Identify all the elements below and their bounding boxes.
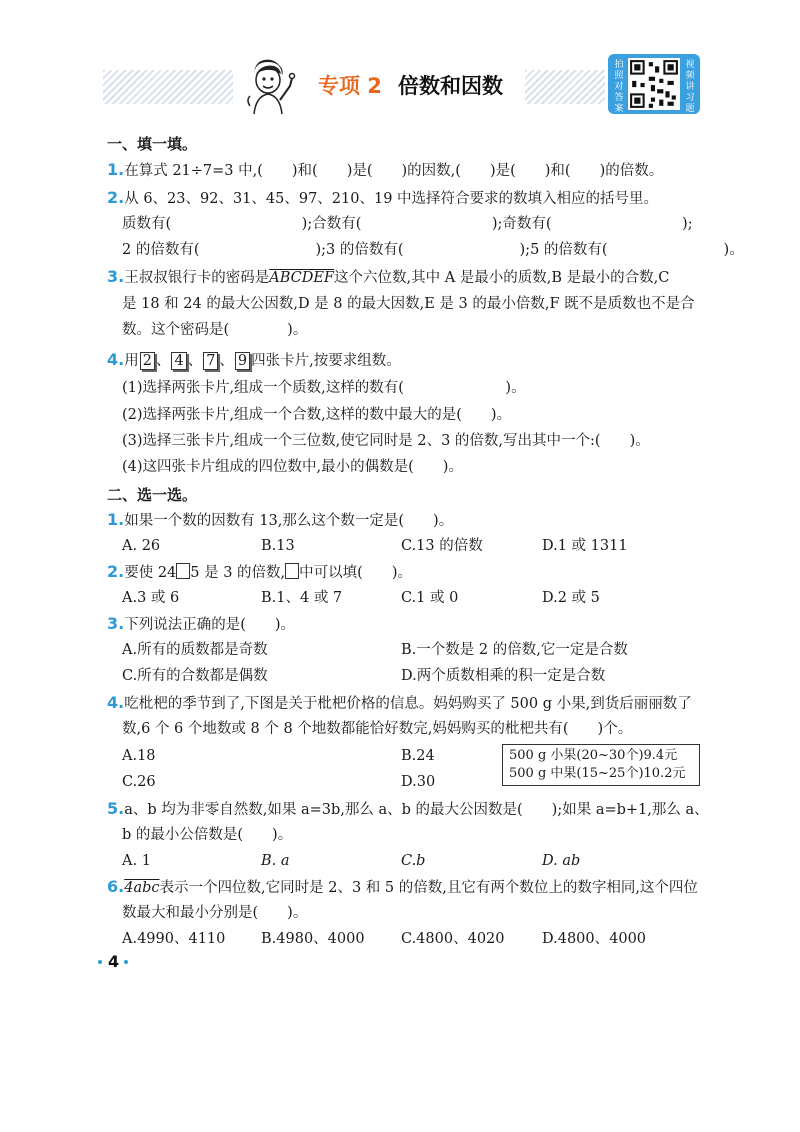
question-number: 2. — [107, 562, 125, 581]
price-medium-fruit: 500 g 中果(15~25个)10.2元 — [509, 766, 686, 781]
question-number: 5. — [107, 799, 125, 818]
page-number-dot-right — [124, 960, 128, 964]
price-small-fruit: 500 g 小果(20~30个)9.4元 — [509, 748, 678, 763]
question-1-4-a: (1)选择两张卡片,组成一个质数,这样的数有( )。 — [122, 380, 526, 396]
qr-left-caption: 拍照对答案 — [614, 60, 624, 114]
question-1-3 — [107, 267, 669, 288]
digit-card: 4 — [171, 352, 186, 370]
option-b[interactable]: B.13 — [261, 538, 295, 554]
header-stripe-left — [103, 70, 233, 104]
question-text: 表示一个四位数,它同时是 2、3 和 5 的倍数,且它有两个数位上的数字相同,这个四位 — [159, 880, 698, 896]
question-2-1 — [107, 510, 453, 531]
option-c[interactable]: C.13 的倍数 — [401, 538, 483, 554]
option-a[interactable]: A. 26 — [122, 538, 161, 554]
question-text: a、b 均为非零自然数,如果 a=3b,那么 a、b 的最大公因数是( );如果 a=b+1,那么 a、 — [124, 802, 709, 818]
question-text-cont: 四张卡片,按要求组数。 — [251, 353, 401, 369]
option-a[interactable]: A.所有的质数都是奇数 — [122, 642, 268, 658]
question-1-4-b: (2)选择两张卡片,组成一个合数,这样的数中最大的是( )。 — [122, 407, 512, 423]
question-text: 要使 24 — [124, 565, 177, 581]
question-2-4-line-2: 数,6 个 6 个地数或 8 个 8 个地数都能恰好数完,妈妈购买的枇杷共有( )个。 — [122, 721, 633, 737]
question-number: 4. — [107, 350, 125, 369]
question-1-4: 4.用 2 、 4 、 7 、 9 四张卡片,按要求组数。 — [107, 350, 401, 369]
option-d[interactable]: D.4800、4000 — [542, 931, 647, 947]
option-c[interactable]: C.b — [401, 853, 426, 869]
loquat-price-box — [502, 744, 700, 786]
section-heading-fill: 一、填一填。 — [107, 135, 198, 153]
question-number: 3. — [107, 614, 125, 633]
question-number: 3. — [107, 267, 125, 286]
question-text-cont: 这个六位数,其中 A 是最小的质数,B 是最小的合数,C — [333, 270, 670, 286]
question-2-5-line-2: b 的最小公倍数是( )。 — [122, 827, 293, 843]
option-b[interactable]: B.24 — [401, 748, 435, 764]
question-1-4-d: (4)这四张卡片组成的四位数中,最小的偶数是( )。 — [122, 459, 463, 475]
four-digit-code: 4abc — [124, 880, 160, 896]
option-b[interactable]: B.4980、4000 — [261, 931, 365, 947]
digit-card: 7 — [203, 352, 218, 370]
blank-box — [285, 563, 299, 579]
option-d[interactable]: D.1 或 1311 — [542, 538, 628, 554]
question-text: 吃枇杷的季节到了,下图是关于枇杷价格的信息。妈妈购买了 500 g 小果,到货后丽丽数了 — [124, 696, 692, 712]
question-1-3-line-2: 是 18 和 24 的最大公因数,D 是 8 的最大因数,E 是 3 的最小倍数,F 既不是质数也不是合 — [122, 296, 695, 312]
question-1-1 — [107, 160, 663, 181]
question-number: 2. — [107, 188, 125, 207]
question-text: 下列说法正确的是( )。 — [124, 617, 296, 633]
option-a[interactable]: A.3 或 6 — [122, 590, 180, 606]
question-2-5 — [107, 799, 709, 820]
password-code: ABCDEF — [269, 270, 334, 286]
option-c[interactable]: C.26 — [122, 774, 156, 790]
option-d[interactable]: D. ab — [542, 853, 581, 869]
option-d[interactable]: D.2 或 5 — [542, 590, 600, 606]
page-title: 倍数和因数 — [398, 74, 503, 98]
option-a[interactable]: A. 1 — [122, 853, 151, 869]
option-c[interactable]: C.1 或 0 — [401, 590, 459, 606]
option-a[interactable]: A.4990、4110 — [122, 931, 226, 947]
question-text: 王叔叔银行卡的密码是 — [124, 270, 270, 286]
option-c[interactable]: C.所有的合数都是偶数 — [122, 668, 268, 684]
option-d[interactable]: D.两个质数相乘的积一定是合数 — [401, 668, 606, 684]
question-1-3-line-3: 数。这个密码是( )。 — [122, 322, 308, 338]
question-2-6 — [107, 877, 698, 898]
page-number: 4 — [108, 952, 120, 971]
question-text: 用 — [124, 353, 139, 369]
blank-box — [176, 563, 190, 579]
header-stripe-right — [525, 70, 605, 104]
option-b[interactable]: B. a — [261, 853, 290, 869]
option-b[interactable]: B.1、4 或 7 — [261, 590, 343, 606]
mascot-boy-icon — [240, 56, 300, 116]
question-text: 在算式 21÷7=3 中,( )和( )是( )的因数,( )是( )和( )的倍数。 — [124, 163, 664, 179]
question-number: 6. — [107, 877, 125, 896]
question-1-2 — [107, 188, 658, 209]
question-2-2 — [107, 562, 412, 583]
option-a[interactable]: A.18 — [122, 748, 156, 764]
page-number-dot-left — [98, 960, 102, 964]
option-b[interactable]: B.一个数是 2 的倍数,它一定是合数 — [401, 642, 628, 658]
option-c[interactable]: C.4800、4020 — [401, 931, 505, 947]
question-1-2-line-a: 质数有( );合数有( );奇数有( ); — [122, 216, 693, 232]
question-2-4 — [107, 693, 692, 714]
question-2-6-line-2: 数最大和最小分别是( )。 — [122, 905, 308, 921]
digit-card: 9 — [235, 352, 250, 370]
qr-right-caption: 视频讲习题 — [685, 60, 695, 114]
page-title-number: 专项 2 — [318, 74, 382, 98]
question-text: 从 6、23、92、31、45、97、210、19 中选择符合要求的数填入相应的括号里。 — [124, 191, 659, 207]
question-2-3 — [107, 614, 295, 635]
option-d[interactable]: D.30 — [401, 774, 436, 790]
question-number: 4. — [107, 693, 125, 712]
question-1-2-line-b: 2 的倍数有( );3 的倍数有( );5 的倍数有( )。 — [122, 242, 744, 258]
digit-card: 2 — [140, 352, 155, 370]
question-text-mid: 5 是 3 的倍数, — [190, 565, 286, 581]
qr-code-icon — [628, 58, 680, 110]
question-text: 如果一个数的因数有 13,那么这个数一定是( )。 — [124, 513, 454, 529]
section-heading-choose: 二、选一选。 — [107, 486, 198, 504]
question-1-4-c: (3)选择三张卡片,组成一个三位数,使它同时是 2、3 的倍数,写出其中一个:( )。 — [122, 433, 650, 449]
question-number: 1. — [107, 160, 125, 179]
question-number: 1. — [107, 510, 125, 529]
qr-code-panel[interactable] — [608, 54, 700, 114]
question-text-cont: 中可以填( )。 — [299, 565, 412, 581]
